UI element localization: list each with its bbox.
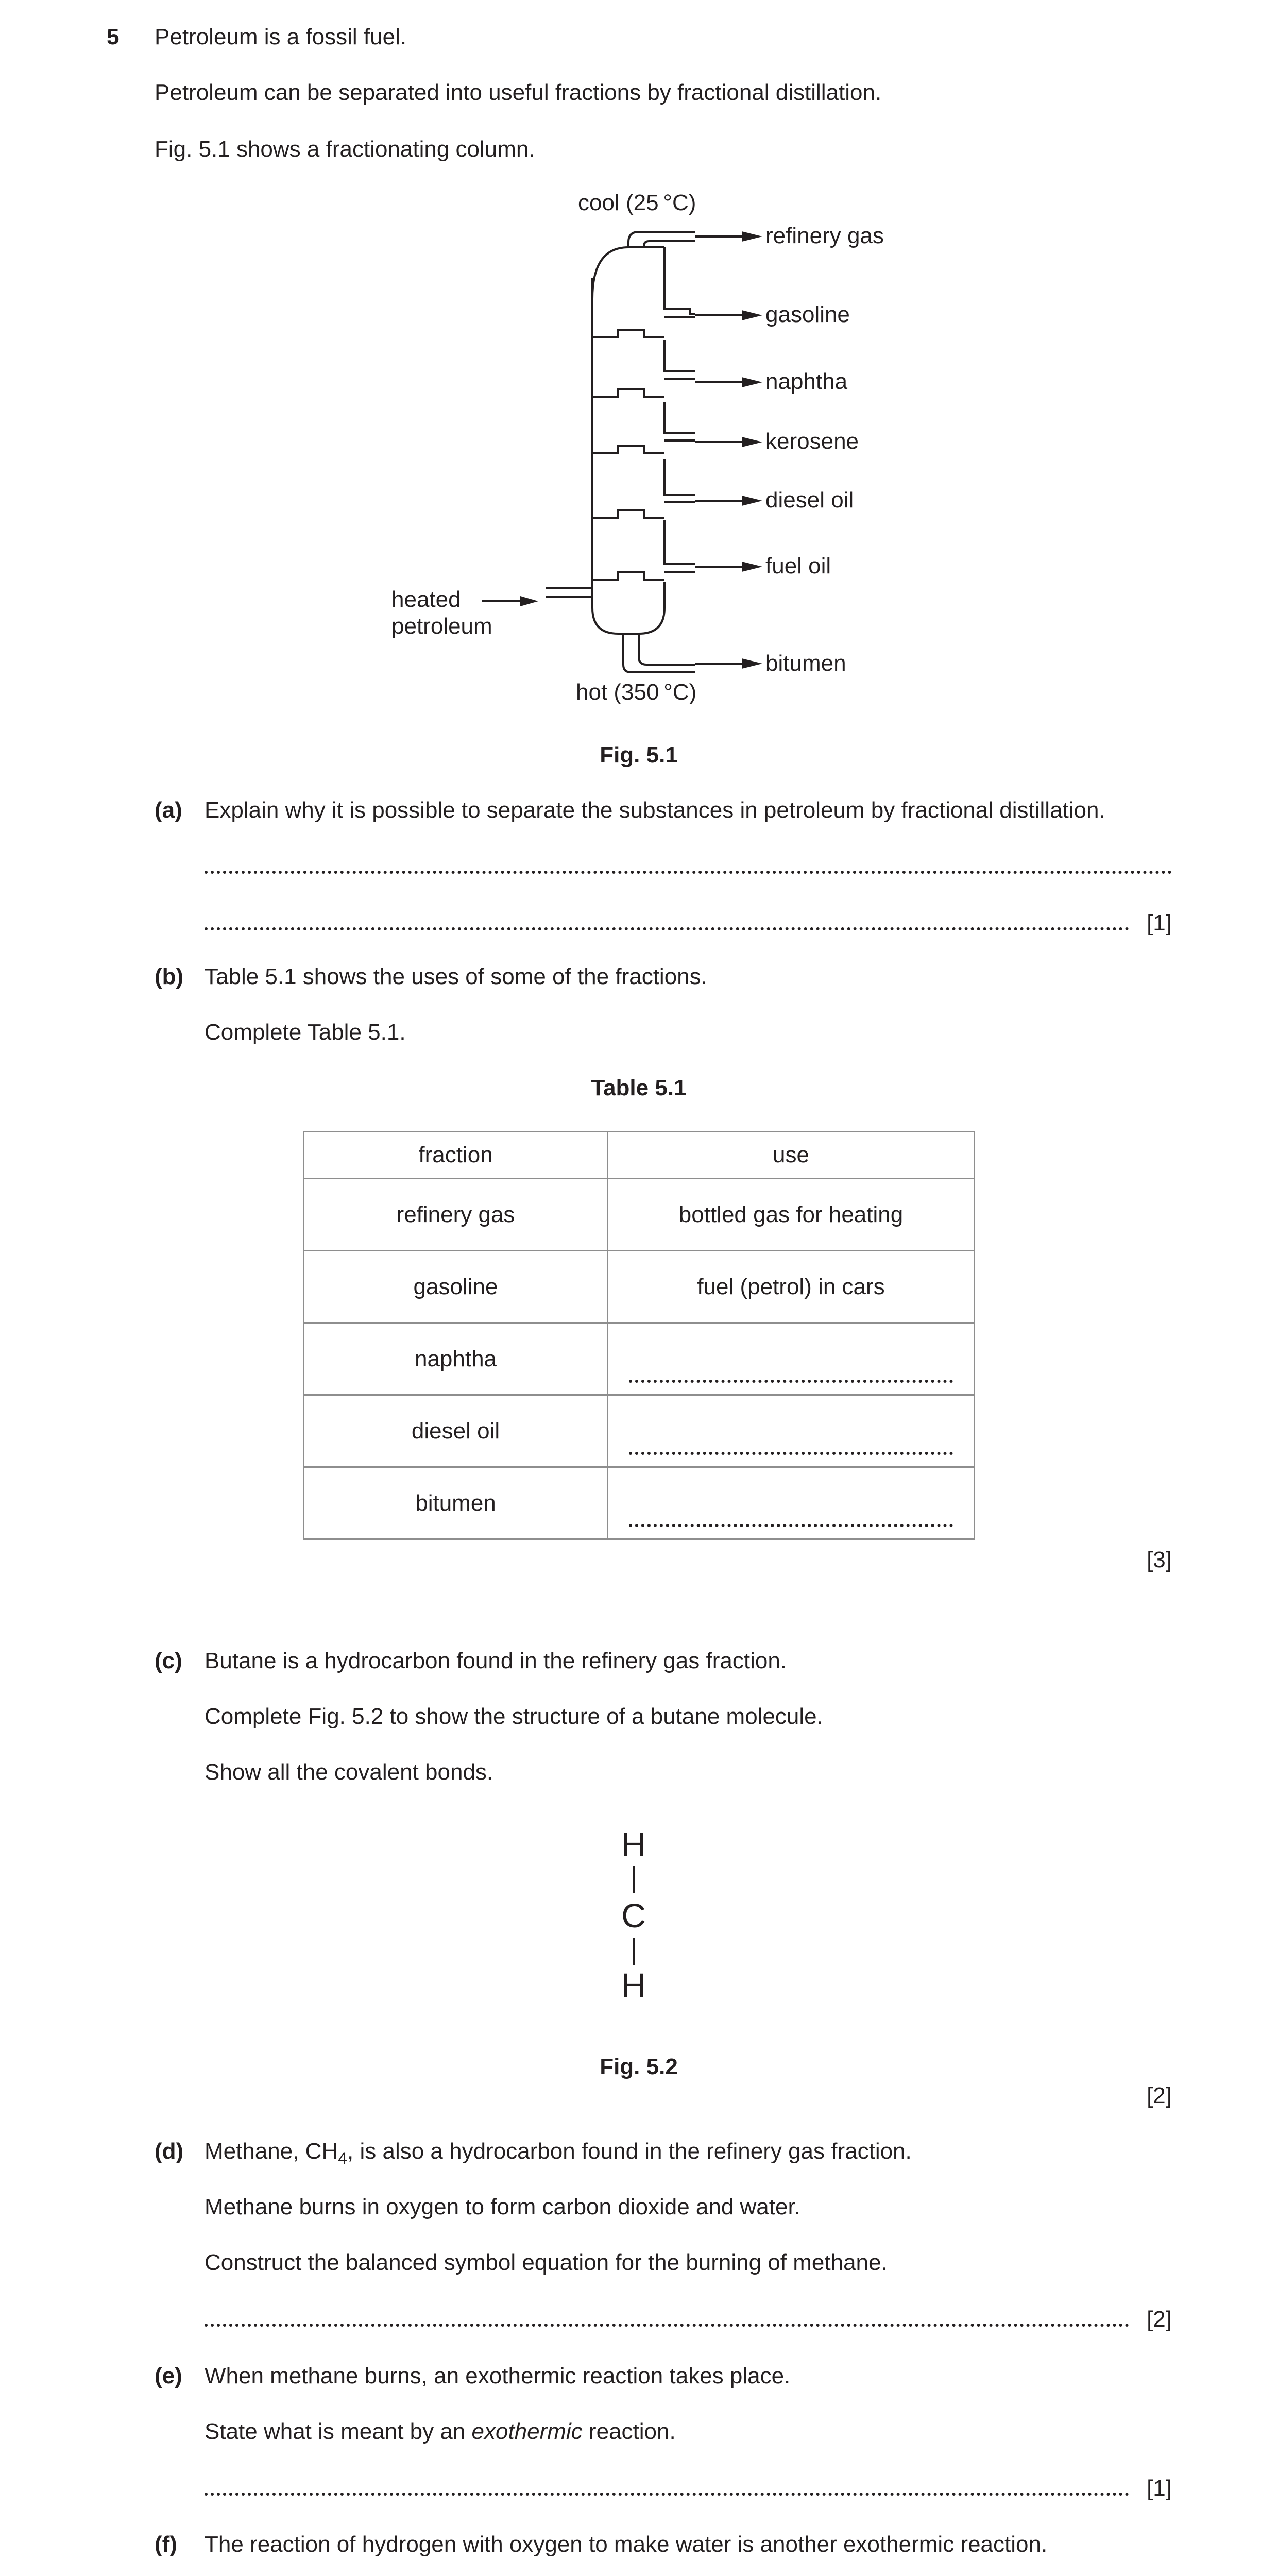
part-d-label: (d) [155,2139,184,2164]
intro-line-2: Petroleum can be separated into useful fractions by fractional distillation. [155,80,882,105]
fraction-label-kerosene: kerosene [765,429,859,454]
part-e-text-2-post: reaction. [582,2419,676,2444]
fraction-label-bitumen: bitumen [765,651,846,676]
fraction-label-diesel-oil: diesel oil [765,487,854,513]
fig51-feed-label-2: petroleum [391,614,492,639]
methane-atom-c: C [621,1896,646,1935]
part-c-label: (c) [155,1648,182,1673]
part-c-text-1: Butane is a hydrocarbon found in the refinery gas fraction. [205,1648,787,1673]
question-number: 5 [107,24,120,49]
part-e-text-2-em: exothermic [471,2419,583,2444]
part-f-label: (f) [155,2532,177,2557]
methane-atom-h-bottom: H [621,1966,646,2004]
fraction-label-gasoline: gasoline [765,302,850,327]
part-d-text-1-post: , is also a hydrocarbon found in the refinery gas fraction. [347,2139,912,2164]
part-d-subscript: 4 [338,2148,348,2167]
part-d-marks: [2] [1147,2307,1172,2332]
methane-atom-h-top: H [621,1825,646,1863]
header-use: use [608,1132,975,1179]
part-e-text-1: When methane burns, an exothermic reaction takes place. [205,2363,791,2388]
fraction-label-fuel-oil: fuel oil [765,553,831,579]
fig52-caption: Fig. 5.2 [600,2054,678,2079]
part-b-marks: [3] [1147,1547,1172,1572]
part-e-label: (e) [155,2363,182,2388]
part-a-text: Explain why it is possible to separate the substances in petroleum by fractional distillation. [205,798,1105,823]
fraction-label-refinery-gas: refinery gas [765,223,884,248]
fraction-cell: refinery gas [304,1179,608,1251]
use-cell: bottled gas for heating [608,1179,975,1251]
part-c-marks: [2] [1147,2083,1172,2108]
fraction-cell: bitumen [304,1467,608,1539]
table51-title: Table 5.1 [591,1075,687,1100]
intro-line-3: Fig. 5.1 shows a fractionating column. [155,137,535,162]
fig51-bottom-label: hot (350 °C) [576,680,697,705]
part-e-marks: [1] [1147,2476,1172,2501]
intro-line-1: Petroleum is a fossil fuel. [155,24,407,49]
fig51-feed-label-1: heated [391,587,461,612]
fig51-top-label: cool (25 °C) [578,190,696,215]
part-d-text-3: Construct the balanced symbol equation for the burning of methane. [205,2250,888,2275]
fig51-caption: Fig. 5.1 [600,742,678,768]
part-d-text-1-pre: Methane, CH [205,2139,338,2164]
fraction-label-naphtha: naphtha [765,369,848,394]
part-d-text-2: Methane burns in oxygen to form carbon dioxide and water. [205,2194,800,2219]
part-c-text-3: Show all the covalent bonds. [205,1759,493,1785]
use-cell: fuel (petrol) in cars [608,1251,975,1323]
part-e-text-2-pre: State what is meant by an [205,2419,472,2444]
part-a-label: (a) [155,798,182,823]
part-b-label: (b) [155,964,184,989]
part-f-text-1: The reaction of hydrogen with oxygen to make water is another exothermic reaction. [205,2532,1048,2557]
fraction-cell: gasoline [304,1251,608,1323]
fraction-cell: diesel oil [304,1395,608,1467]
part-c-text-2: Complete Fig. 5.2 to show the structure of a butane molecule. [205,1704,823,1729]
part-a-marks: [1] [1147,910,1172,936]
part-b-text-2: Complete Table 5.1. [205,1020,406,1045]
part-b-text-1: Table 5.1 shows the uses of some of the fractions. [205,964,707,989]
fraction-cell: naphtha [304,1323,608,1395]
header-fraction: fraction [304,1132,608,1179]
